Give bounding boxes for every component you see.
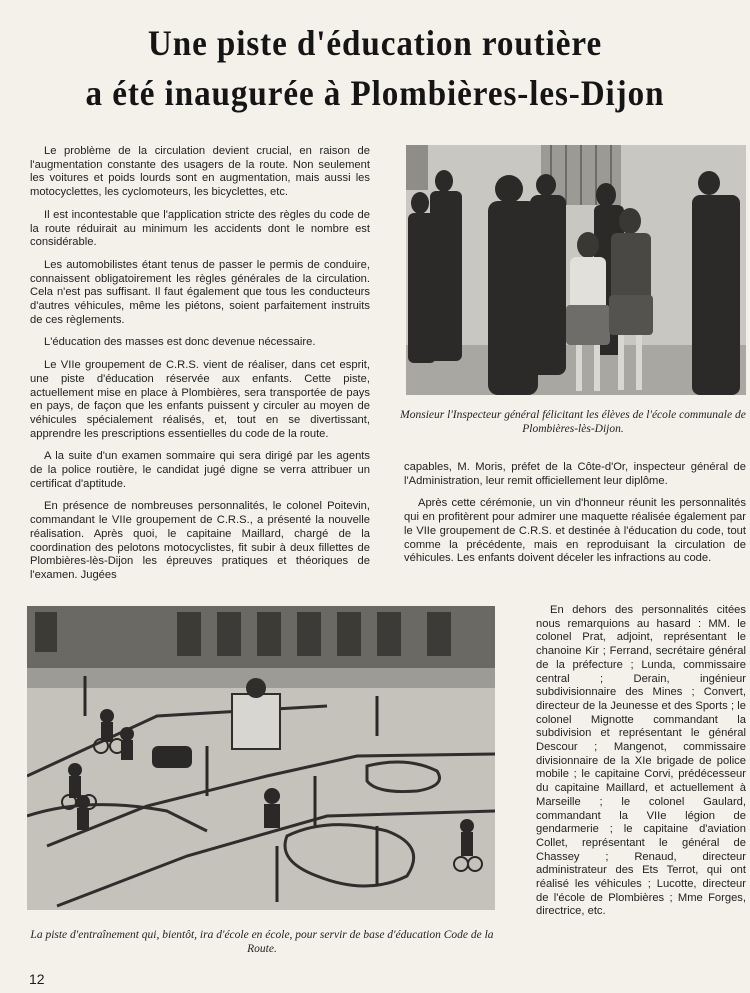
- article-right-column: [536, 604, 746, 928]
- paragraph: Après cette cérémonie, un vin d'honneur réunit les personnalités qui en profitèrent pour admirer une maquette réalisée également par le VIIe groupement de C.R.S. et destinée à l'éducation du code, tout comme la précédente, mais en reproduisant la circulation de véhicules. Les enfants doivent déceler les infractions au code.: [404, 497, 746, 565]
- article-middle-column: [404, 461, 746, 575]
- headline-line-2: a été inaugurée à Plombières-les-Dijon: [85, 73, 665, 113]
- paragraph: Le problème de la circulation devient crucial, en raison de l'augmentation constante des usagers de la route. Non seulement les voitures et poids lourds sont en augmentation, mais aussi les motocyclettes, les cyclomoteurs, les bicyclettes, etc.: [30, 145, 370, 199]
- article-left-column: [30, 145, 370, 592]
- headline-line-1: Une piste d'éducation routière: [147, 23, 603, 63]
- paragraph: L'éducation des masses est donc devenue nécessaire.: [44, 336, 316, 349]
- paragraph: Il est incontestable que l'application stricte des règles du code de la route réduirait au minimum les accidents dont le nombre est considérable.: [30, 208, 370, 249]
- paragraph: Le VIIe groupement de C.R.S. vient de réaliser, dans cet esprit, une piste d'éducation réservée aux enfants. Cette piste, actuellement mise en place à Plombières, sera transportée de pays en pays, de façon que les enfants puissent y circuler au moyen de véhicules spécialement réalisés, et, tout en se divertissant, apprendre les prescriptions essentielles du code de la route.: [30, 359, 370, 440]
- paragraph: En présence de nombreuses personnalités, le colonel Poitevin, commandant le VIIe groupement de C.R.S., a présenté la nouvelle réalisation. Après quoi, le capitaine Maillard, chargé de la coordination des pelotons motocyclistes, fit subir à deux fillettes de Plombières-lès-Dijon les épreuves pratiques et théoriques de l'examen. Jugées: [30, 500, 370, 581]
- ceremony-photo-caption: Monsieur l'Inspecteur général félicitant les élèves de l'école communale de Plombières-lès-Dijon.: [400, 409, 746, 435]
- paragraph: En dehors des personnalités citées nous remarquions au hasard : MM. le colonel Prat, adjoint, représentant le chanoine Kir ; Ferrand, secrétaire général de la préfecture ; Lunda, commissaire central ; Derain, ingénieur subdivisionnaire des Mines ; Convert, directeur de la Jeunesse et des Sports ; le colonel Mignotte commandant la subdivision et représentant le général Descour ; Mangenot, commissaire divisionnaire de la XIe brigade de police mobile ; le capitaine Corvi, prédécesseur du capitaine Maillard, et actuellement à Marseille ; le colonel Gaulard, commandant la VIIe légion de gendarmerie ; le capitaine d'aviation Collet, représentant le général de Chassey ; Renaud, directeur administrateur des Ets Terrot, qui ont réalisé les véhicules ; Lucotte, directeur de l'école de Plombières ; Mme Forges, directrice, etc.: [536, 604, 746, 918]
- page-number: 12: [29, 971, 45, 987]
- paragraph: capables, M. Moris, préfet de la Côte-d'Or, inspecteur général de l'Administration, leur remit officiellement leur diplôme.: [404, 461, 746, 487]
- paragraph: A la suite d'un examen sommaire qui sera dirigé par les agents de la police routière, le candidat jugé digne se verra attribuer un certificat d'aptitude.: [30, 450, 370, 490]
- ceremony-illustration: [406, 145, 746, 395]
- paragraph: Les automobilistes étant tenus de passer le permis de conduire, connaissent obligatoirement les règles générales de la circulation. Cela n'est pas suffisant. Il faut également que tous les conducteurs d'autres véhicules, même les piétons, soient parfaitement instruits de ces règlements.: [30, 258, 370, 326]
- ceremony-photo: [406, 145, 746, 395]
- training-track-illustration: [27, 606, 495, 910]
- training-track-photo: [27, 606, 495, 910]
- training-track-caption: La piste d'entraînement qui, bientôt, ira d'école en école, pour servir de base d'éducation Code de la Route.: [30, 929, 494, 955]
